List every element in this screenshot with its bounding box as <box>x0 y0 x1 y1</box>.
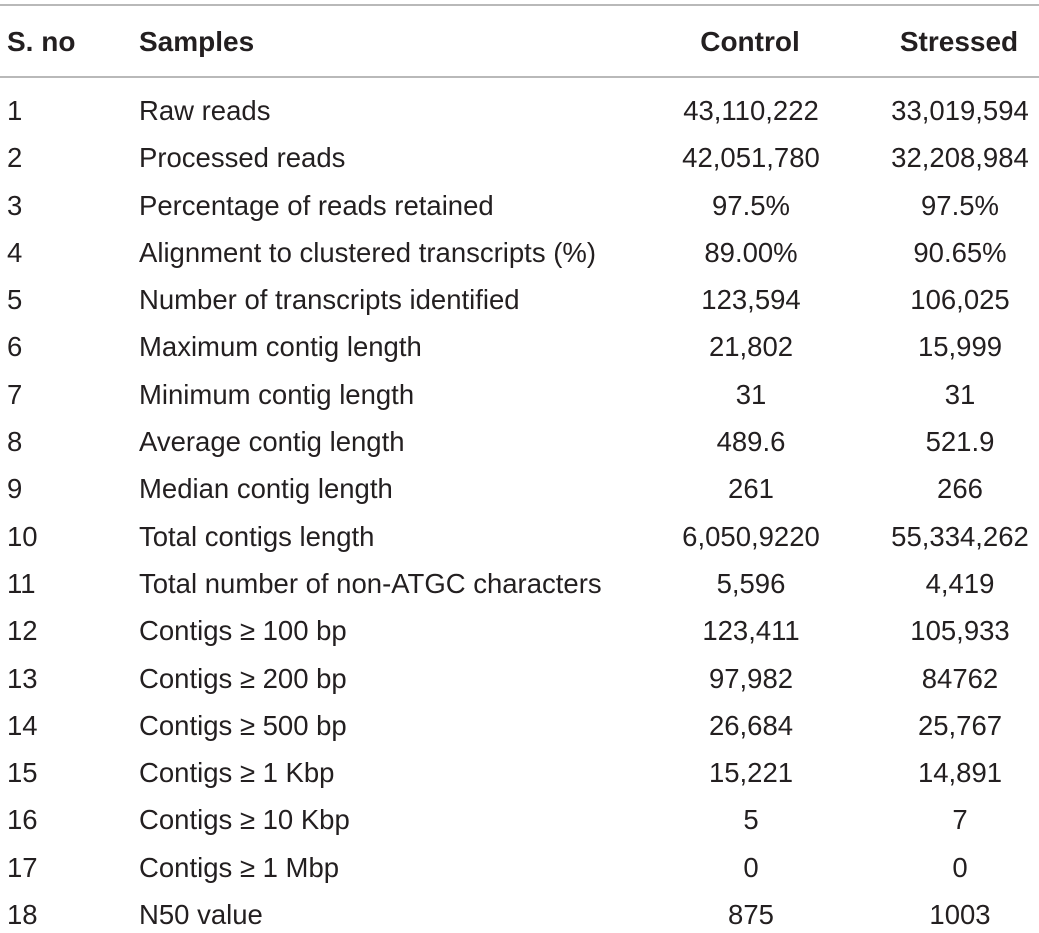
cell-sample: Contigs ≥ 10 Kbp <box>139 804 350 836</box>
cell-control: 261 <box>728 473 774 505</box>
cell-stressed: 33,019,594 <box>891 95 1029 126</box>
table-row <box>0 646 1039 693</box>
cell-sample: Contigs ≥ 200 bp <box>139 662 347 694</box>
cell-sno: 13 <box>7 662 38 694</box>
cell-control: 123,594 <box>701 284 801 316</box>
table-row <box>0 456 1039 503</box>
cell-sno: 16 <box>7 804 38 836</box>
cell-control: 31 <box>735 378 767 410</box>
cell-sno: 5 <box>7 284 23 316</box>
cell-stressed: 106,025 <box>910 284 1010 316</box>
table-body <box>0 78 1039 929</box>
cell-stressed: 7 <box>952 804 968 836</box>
cell-stressed: 25,767 <box>917 709 1003 741</box>
cell-stressed: 1003 <box>929 899 991 931</box>
cell-sample: N50 value <box>139 899 263 931</box>
cell-control: 123,411 <box>702 615 800 647</box>
cell-sno: 9 <box>7 473 23 505</box>
cell-sno: 2 <box>7 142 23 174</box>
cell-sno: 10 <box>7 520 38 552</box>
cell-control: 875 <box>728 899 774 931</box>
cell-sample: Contigs ≥ 1 Kbp <box>139 757 335 789</box>
cell-sample: Average contig length <box>139 426 405 458</box>
header-samples: Samples <box>139 26 255 57</box>
cell-control: 42,051,780 <box>682 142 820 174</box>
cell-control: 43,110,222 <box>683 95 819 126</box>
cell-sample: Minimum contig length <box>139 378 415 410</box>
table-row <box>0 362 1039 409</box>
cell-stressed: 266 <box>937 473 983 505</box>
table-row <box>0 787 1039 834</box>
cell-sno: 17 <box>7 851 38 883</box>
cell-sample: Raw reads <box>139 95 271 126</box>
cell-sno: 6 <box>7 331 23 363</box>
table-row <box>0 882 1039 929</box>
cell-control: 0 <box>743 851 759 883</box>
cell-sample: Maximum contig length <box>139 331 422 363</box>
cell-stressed: 521.9 <box>925 426 995 458</box>
cell-sno: 11 <box>7 567 36 599</box>
cell-sample: Contigs ≥ 1 Mbp <box>139 851 340 883</box>
cell-sno: 12 <box>7 615 38 647</box>
table-row <box>0 314 1039 361</box>
cell-control: 5,596 <box>716 567 786 599</box>
cell-stressed: 31 <box>944 378 976 410</box>
cell-stressed: 90.65% <box>913 236 1007 268</box>
table-row <box>0 173 1039 220</box>
cell-stressed: 14,891 <box>917 757 1003 789</box>
table-row <box>0 740 1039 787</box>
cell-sample: Total contigs length <box>139 520 375 552</box>
cell-sno: 18 <box>7 899 38 931</box>
cell-sample: Number of transcripts identified <box>139 284 520 316</box>
cell-control: 489.6 <box>716 426 786 458</box>
cell-sno: 15 <box>7 757 38 789</box>
table-row <box>0 78 1039 125</box>
cell-control: 26,684 <box>708 709 794 741</box>
table-header-row <box>0 6 1039 76</box>
table-row <box>0 504 1039 551</box>
header-sno: S. no <box>7 26 76 57</box>
cell-sample: Contigs ≥ 100 bp <box>139 615 347 647</box>
cell-control: 97,982 <box>708 662 794 694</box>
table-row <box>0 220 1039 267</box>
cell-stressed: 84762 <box>921 662 999 694</box>
cell-sno: 3 <box>7 189 23 221</box>
table-row <box>0 409 1039 456</box>
cell-control: 21,802 <box>708 331 794 363</box>
header-stressed: Stressed <box>899 26 1019 57</box>
table-row <box>0 125 1039 172</box>
cell-control: 15,221 <box>708 757 794 789</box>
cell-sample: Median contig length <box>139 473 393 505</box>
cell-stressed: 105,933 <box>910 615 1010 647</box>
cell-sample: Alignment to clustered transcripts (%) <box>139 236 596 268</box>
stats-table <box>0 4 1039 929</box>
cell-stressed: 4,419 <box>925 567 995 599</box>
cell-control: 6,050,9220 <box>682 520 820 552</box>
cell-sample: Contigs ≥ 500 bp <box>139 709 347 741</box>
cell-control: 5 <box>743 804 759 836</box>
cell-control: 97.5% <box>712 189 790 221</box>
table-row <box>0 693 1039 740</box>
cell-sno: 8 <box>7 426 23 458</box>
table-row <box>0 835 1039 882</box>
cell-stressed: 15,999 <box>917 331 1003 363</box>
cell-stressed: 97.5% <box>921 189 999 221</box>
table-row <box>0 551 1039 598</box>
cell-sno: 4 <box>7 236 23 268</box>
cell-stressed: 0 <box>952 851 968 883</box>
cell-sno: 7 <box>7 378 23 410</box>
cell-sample: Percentage of reads retained <box>139 189 494 221</box>
cell-sno: 1 <box>7 95 23 126</box>
cell-sno: 14 <box>7 709 38 741</box>
cell-sample: Total number of non-ATGC characters <box>139 567 602 599</box>
table-row <box>0 267 1039 314</box>
cell-stressed: 32,208,984 <box>891 142 1029 174</box>
table-row <box>0 598 1039 645</box>
header-control: Control <box>700 26 800 57</box>
cell-control: 89.00% <box>704 236 798 268</box>
cell-stressed: 55,334,262 <box>891 520 1029 552</box>
cell-sample: Processed reads <box>139 142 346 174</box>
